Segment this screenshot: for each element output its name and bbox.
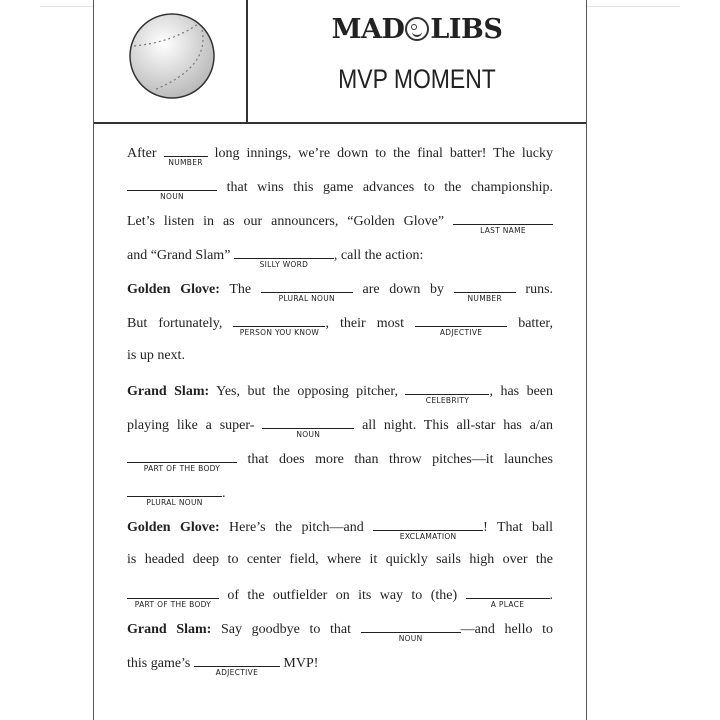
story-text-segment: and “Grand Slam” (127, 248, 234, 263)
story-line (127, 244, 553, 278)
story-line (127, 448, 553, 482)
story-text-segment: . (222, 486, 226, 501)
story-text-segment: batter, (518, 316, 554, 331)
story-line (127, 482, 553, 516)
story-text-segment: all night. This all-star has a/an (362, 418, 554, 433)
story-text-segment: of the outfielder on its way to (the) (227, 588, 458, 603)
blank-label: A PLACE (490, 600, 525, 609)
blank-label: CELEBRITY (425, 396, 470, 405)
story-text-segment: MVP! (279, 656, 319, 671)
page-title: MVP MOMENT (338, 64, 496, 94)
story-text-segment: runs. (525, 282, 554, 297)
story-text-segment: , has been (489, 384, 553, 399)
story-text-segment: But fortunately, (127, 316, 223, 331)
story-line (127, 652, 553, 686)
blank-label: SILLY WORD (259, 260, 309, 269)
story-text (127, 142, 553, 686)
story-text-segment: is headed deep to center field, where it quickly sails high over the (127, 552, 553, 567)
mad-libs-page (93, 0, 587, 720)
fill-in-blank[interactable] (127, 448, 237, 473)
blank-label: NUMBER (467, 294, 502, 303)
story-text-segment: The (229, 282, 252, 297)
story-text-segment: Here’s the pitch—and (229, 520, 364, 535)
story-text-segment: long innings, we’re down to the final batter! The lucky (214, 146, 554, 161)
blank-label: NUMBER (168, 158, 203, 167)
fill-in-blank[interactable] (127, 584, 219, 609)
story-line (127, 618, 553, 652)
fill-in-blank[interactable] (262, 414, 354, 439)
blank-label: LAST NAME (480, 226, 526, 235)
story-line (127, 312, 553, 346)
story-line (127, 516, 553, 550)
speaker-name: Golden Glove: (127, 520, 220, 535)
blank-label: ADJECTIVE (215, 668, 259, 677)
story-text-segment: Let’s listen in as our announcers, “Golden Glove” (127, 214, 445, 229)
story-line (127, 414, 553, 448)
story-line (127, 142, 553, 176)
blank-label: EXCLAMATION (399, 532, 457, 541)
story-line (127, 550, 553, 584)
story-text-segment: that does more than throw pitches—it launches (247, 452, 553, 467)
story-text-segment: ! That ball (483, 520, 553, 535)
fill-in-blank[interactable] (373, 516, 483, 541)
speaker-name: Golden Glove: (127, 282, 220, 297)
story-line (127, 278, 553, 312)
fill-in-blank[interactable] (415, 312, 507, 337)
fill-in-blank[interactable] (453, 210, 553, 235)
fill-in-blank[interactable] (405, 380, 489, 405)
story-line (127, 346, 553, 380)
page-header (94, 0, 586, 124)
fill-in-blank[interactable] (454, 278, 516, 303)
speaker-name: Grand Slam: (127, 622, 212, 637)
fill-in-blank[interactable] (233, 312, 325, 337)
blank-label: PERSON YOU KNOW (239, 328, 320, 337)
story-text-segment: Yes, but the opposing pitcher, (216, 384, 398, 399)
fill-in-blank[interactable] (127, 176, 217, 201)
fill-in-blank[interactable] (361, 618, 461, 643)
fill-in-blank[interactable] (466, 584, 550, 609)
story-text-segment: After (127, 146, 157, 161)
blank-label: NOUN (296, 430, 321, 439)
blank-label: PLURAL NOUN (278, 294, 335, 303)
fill-in-blank[interactable] (261, 278, 353, 303)
story-text-segment: , call the action: (333, 248, 424, 263)
story-line (127, 380, 553, 414)
story-line (127, 210, 553, 244)
story-text-segment: are down by (362, 282, 445, 297)
story-text-segment: this game’s (127, 656, 194, 671)
fill-in-blank[interactable] (234, 244, 334, 269)
blank-label: PART OF THE BODY (143, 464, 221, 473)
story-text-segment: , their most (325, 316, 405, 331)
blank-label: NOUN (398, 634, 423, 643)
fill-in-blank[interactable] (164, 142, 208, 167)
baseball-icon (128, 12, 216, 100)
story-line (127, 584, 553, 618)
story-text-segment: —and hello to (460, 622, 553, 637)
blank-label: PLURAL NOUN (146, 498, 203, 507)
blank-label: PART OF THE BODY (134, 600, 212, 609)
mad-libs-logo: MAD LIBS (331, 14, 503, 45)
fill-in-blank[interactable] (194, 652, 280, 677)
story-text-segment: . (549, 588, 554, 603)
story-text-segment: is up next. (127, 348, 185, 363)
story-line (127, 176, 553, 210)
speaker-name: Grand Slam: (127, 384, 210, 399)
blank-label: ADJECTIVE (439, 328, 483, 337)
story-text-segment: Say goodbye to that (220, 622, 351, 637)
story-text-segment: playing like a super- (127, 418, 255, 433)
fill-in-blank[interactable] (127, 482, 222, 507)
story-text-segment: that wins this game advances to the championship. (226, 180, 554, 195)
blank-label: NOUN (160, 192, 184, 201)
